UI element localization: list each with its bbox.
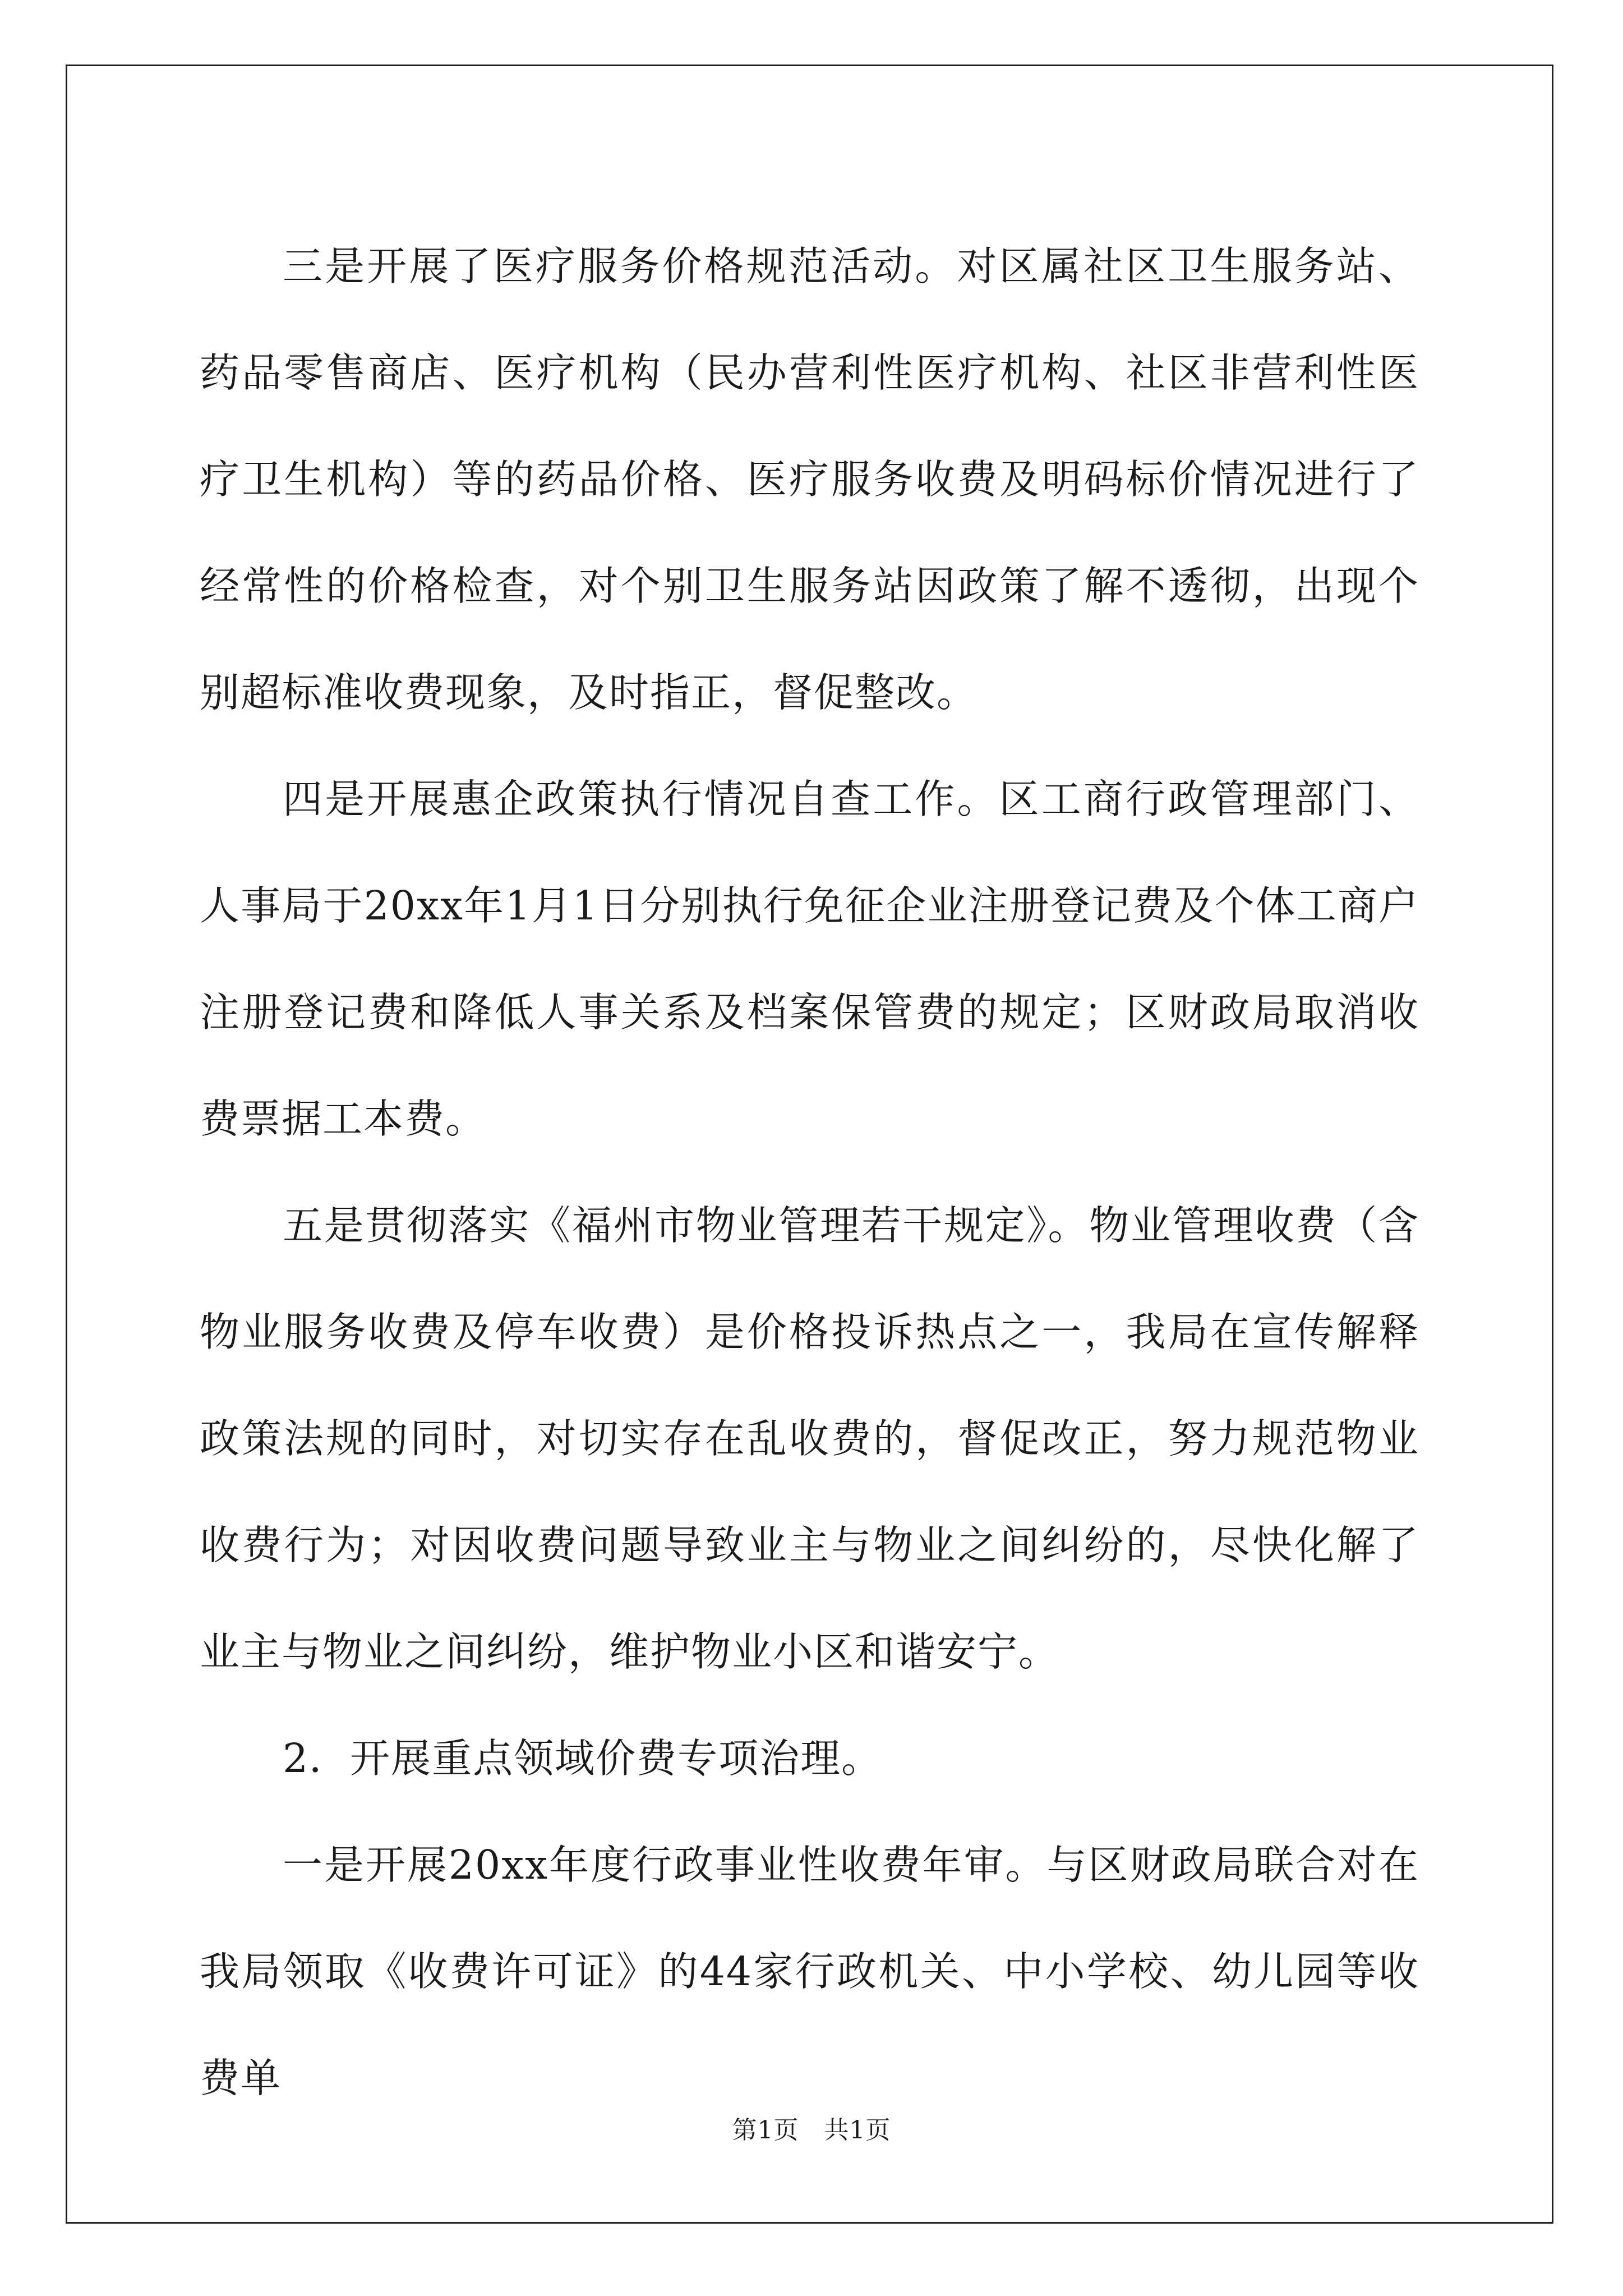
page-footer: 第1页 共1页 xyxy=(732,2116,891,2145)
paragraph-annual-review: 一是开展20xx年度行政事业性收费年审。与区财政局联合对在我局领取《收费许可证》的44家行政机关、中小学校、幼儿园等收费单 xyxy=(200,1842,1419,2101)
paragraph-enterprise-policy: 四是开展惠企政策执行情况自查工作。区工商行政管理部门、人事局于20xx年1月1日分别执行免征企业注册登记费及个体工商户注册登记费和降低人事关系及档案保管费的规定；区财政局取消收费票据工本费。 xyxy=(200,776,1419,1142)
document-body xyxy=(200,213,1419,2132)
paragraph-property-management: 五是贯彻落实《福州市物业管理若干规定》。物业管理收费（含物业服务收费及停车收费）是价格投诉热点之一，我局在宣传解释政策法规的同时，对切实存在乱收费的，督促改正，努力规范物业收费行为；对因收费问题导致业主与物业之间纠纷的，尽快化解了业主与物业之间纠纷，维护物业小区和谐安宁。 xyxy=(200,1202,1419,1675)
section-heading-key-fields: 2．开展重点领域价费专项治理。 xyxy=(283,1735,883,1782)
paragraph-medical-price: 三是开展了医疗服务价格规范活动。对区属社区卫生服务站、药品零售商店、医疗机构（民办营利性医疗机构、社区非营利性医疗卫生机构）等的药品价格、医疗服务收费及明码标价情况进行了经常性的价格检查，对个别卫生服务站因政策了解不透彻，出现个别超标准收费现象，及时指正，督促整改。 xyxy=(200,243,1419,716)
